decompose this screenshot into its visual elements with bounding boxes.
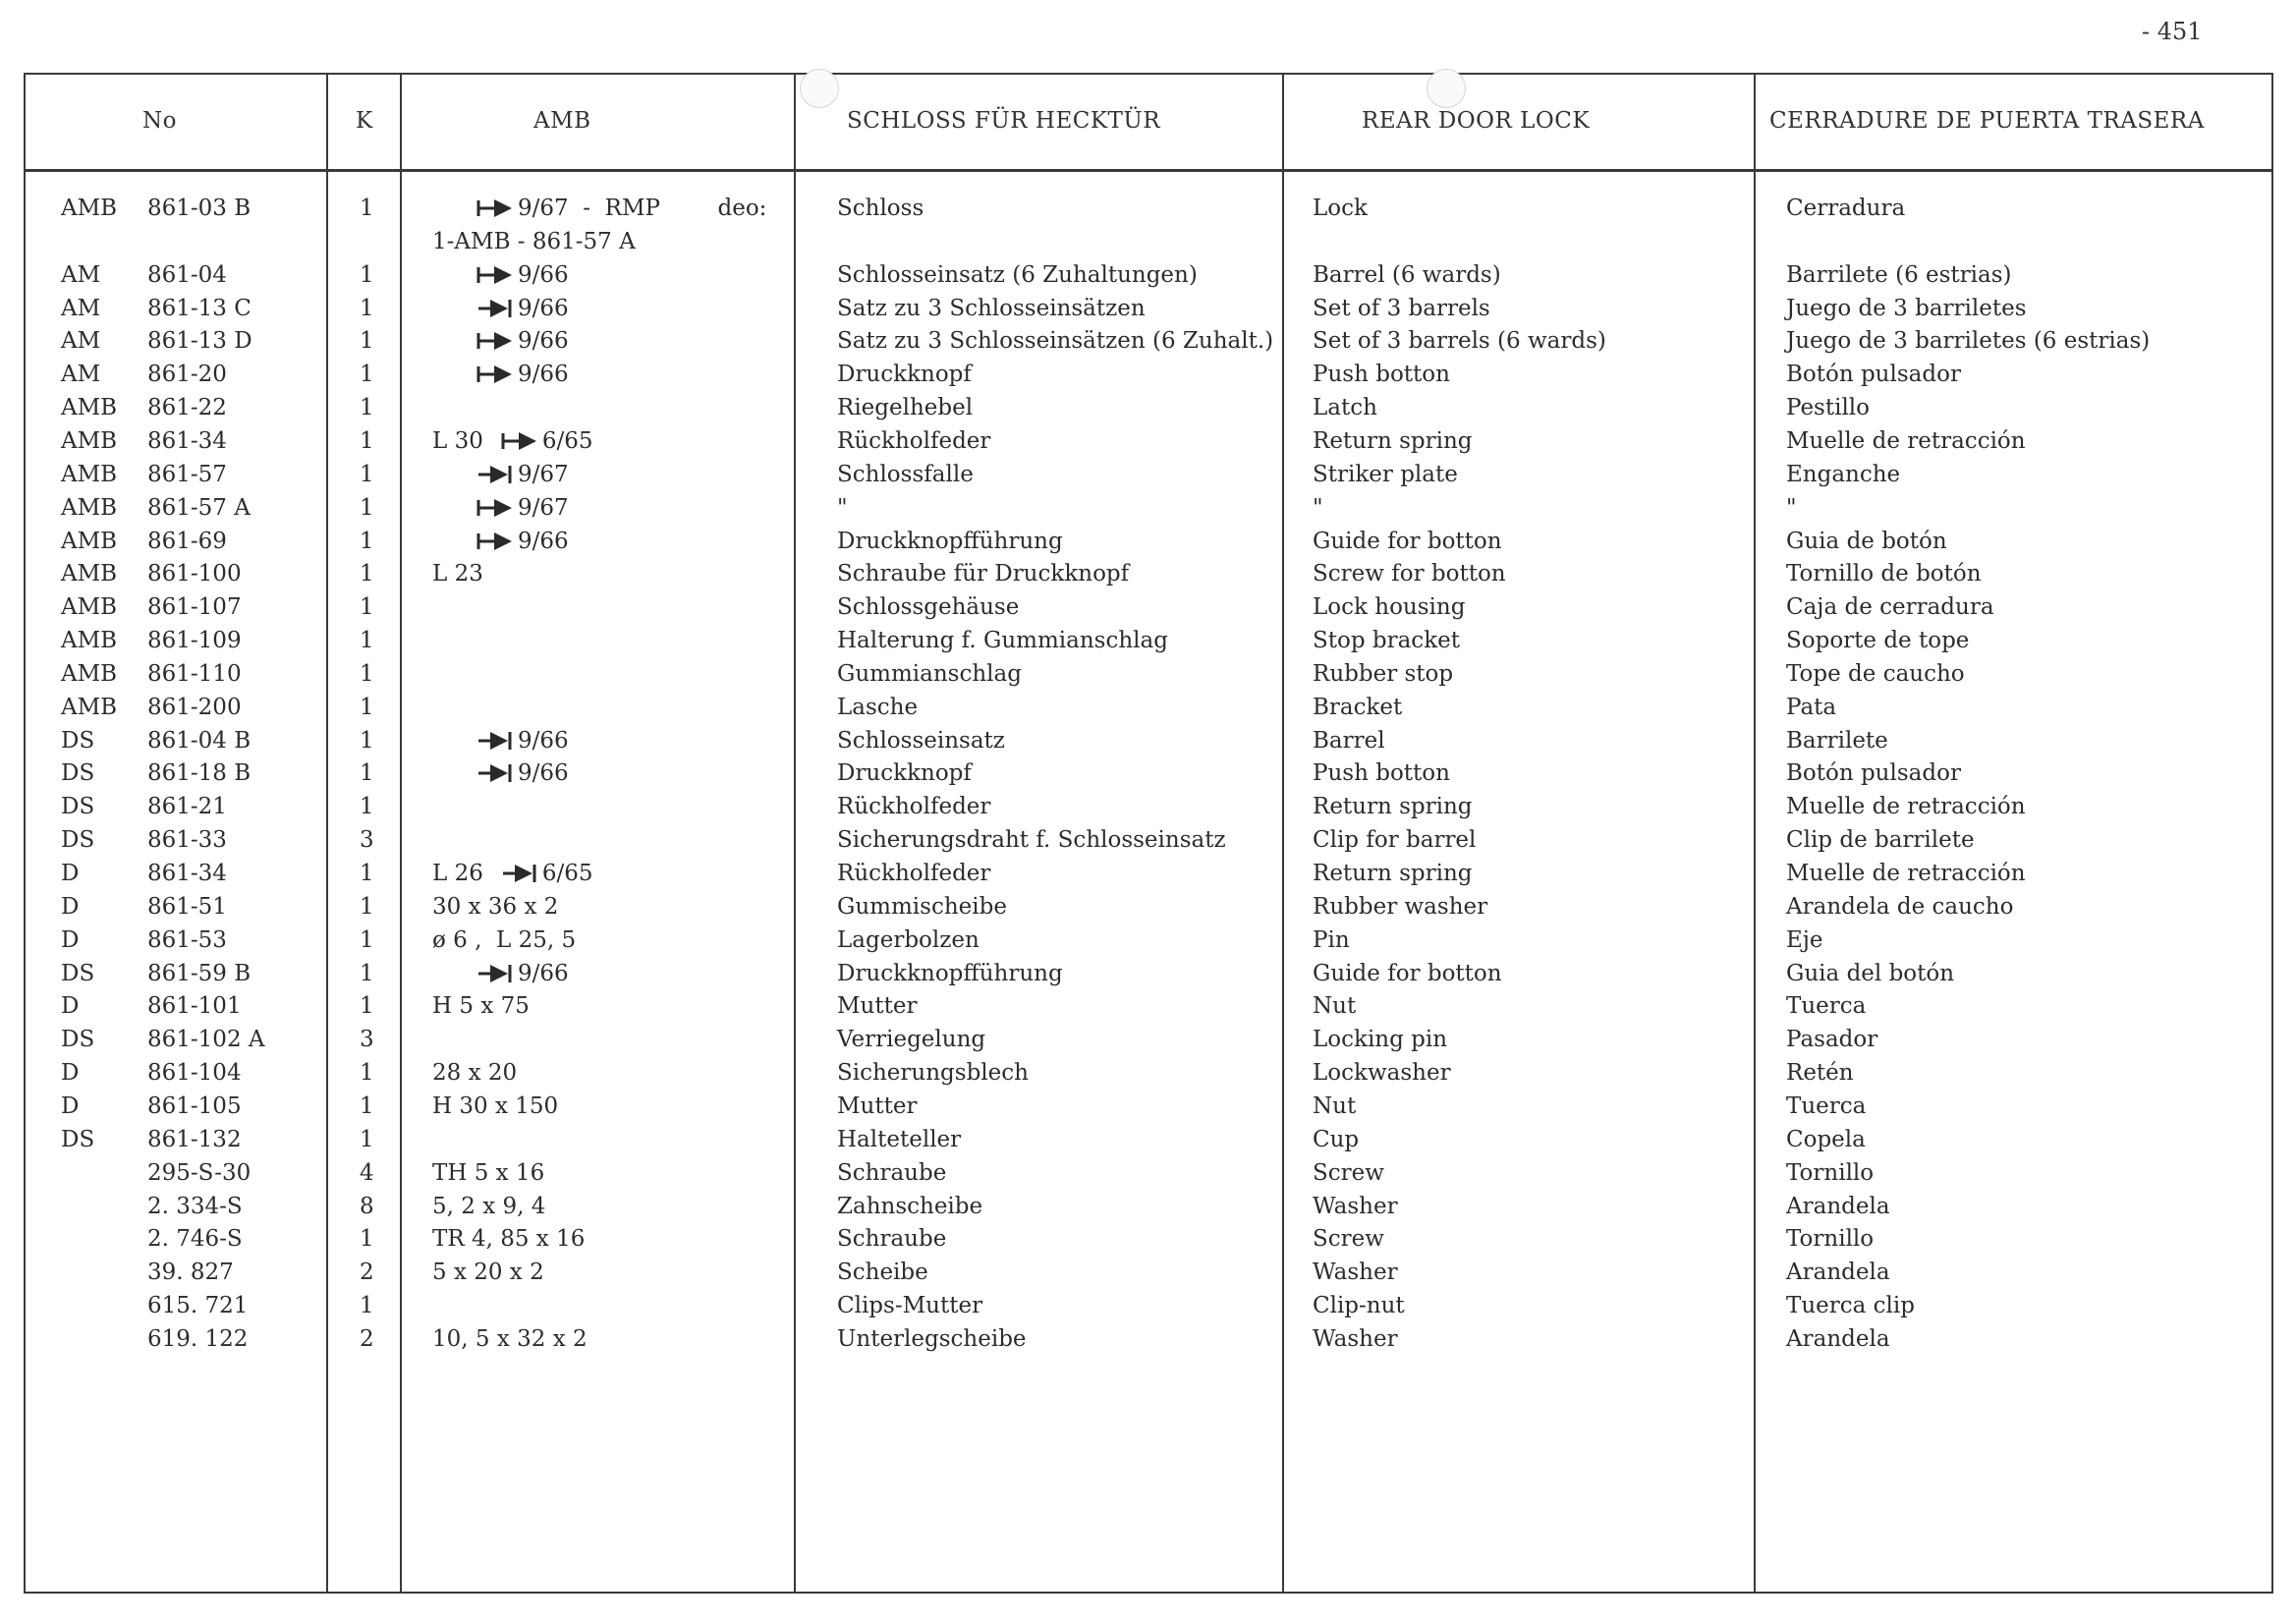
german-description-cell: Lasche	[837, 695, 919, 720]
amb-prefix-text: L 30	[432, 428, 483, 454]
english-description-cell: Latch	[1313, 395, 1377, 420]
part-number-cell: 861-59 B	[147, 961, 252, 986]
german-description-cell: Scheibe	[837, 1260, 928, 1285]
part-number-cell: 861-04	[147, 262, 227, 288]
amb-cell	[432, 1159, 544, 1187]
quantity-cell: 1	[360, 961, 374, 986]
spanish-description-cell: Clip de barrilete	[1786, 827, 1975, 853]
spanish-description-cell: Tope de caucho	[1786, 661, 1965, 687]
column-divider	[794, 73, 796, 1594]
english-description-cell: Push botton	[1313, 362, 1450, 387]
english-description-cell: Lock	[1313, 196, 1368, 221]
quantity-cell: 1	[360, 661, 374, 687]
prefix-cell: AMB	[61, 628, 118, 653]
english-description-cell: Guide for botton	[1313, 529, 1502, 554]
amb-text: 9/66	[518, 262, 569, 288]
german-description-cell: Sicherungsdraht f. Schlosseinsatz	[837, 827, 1226, 853]
german-description-cell: Sicherungsblech	[837, 1060, 1029, 1086]
amb-text: 9/66	[518, 760, 569, 786]
english-description-cell: Lockwasher	[1313, 1060, 1451, 1086]
spanish-description-cell: Pata	[1786, 695, 1837, 720]
part-number-cell: 861-20	[147, 362, 227, 387]
part-number-cell: 861-57	[147, 462, 227, 487]
quantity-cell: 1	[360, 993, 374, 1019]
german-description-cell: Mutter	[837, 1093, 918, 1119]
amb-cell	[432, 860, 593, 887]
english-description-cell: Lock housing	[1313, 594, 1466, 620]
amb-text: 5 x 20 x 2	[432, 1260, 544, 1285]
part-number-cell: 861-18 B	[147, 760, 252, 786]
end-arrow-icon	[476, 298, 514, 319]
quantity-cell: 3	[360, 827, 374, 853]
start-arrow-icon	[501, 430, 538, 452]
prefix-cell: AM	[61, 328, 101, 354]
german-description-cell: Unterlegscheibe	[837, 1326, 1027, 1352]
prefix-cell: AMB	[61, 428, 118, 454]
amb-cell	[432, 1092, 558, 1120]
german-description-cell: Gummianschlag	[837, 661, 1022, 687]
part-number-cell: 295-S-30	[147, 1160, 252, 1186]
german-description-cell: Schraube für Druckknopf	[837, 561, 1130, 587]
header-spanish: CERRADURE DE PUERTA TRASERA	[1769, 108, 2205, 134]
spanish-description-cell: Guia de botón	[1786, 529, 1947, 554]
part-number-cell: 861-132	[147, 1127, 242, 1152]
spanish-description-cell: Botón pulsador	[1786, 362, 1961, 387]
spanish-description-cell: "	[1786, 495, 1797, 521]
start-arrow-icon	[476, 364, 514, 385]
amb-cell	[432, 1325, 588, 1353]
english-description-cell: Return spring	[1313, 428, 1473, 454]
part-number-cell: 861-200	[147, 695, 242, 720]
part-number-cell: 861-34	[147, 428, 227, 454]
german-description-cell: Clips-Mutter	[837, 1293, 983, 1318]
amb-cell	[432, 1059, 517, 1087]
quantity-cell: 1	[360, 760, 374, 786]
amb-cell	[476, 528, 569, 555]
german-description-cell: Halterung f. Gummianschlag	[837, 628, 1168, 653]
english-description-cell: Screw for botton	[1313, 561, 1506, 587]
spanish-description-cell: Tuerca clip	[1786, 1293, 1915, 1318]
amb-cell	[476, 727, 569, 755]
quantity-cell: 1	[360, 728, 374, 754]
amb-cell	[476, 295, 569, 322]
amb-cell	[476, 361, 569, 388]
header-english: REAR DOOR LOCK	[1362, 108, 1591, 134]
quantity-cell: 1	[360, 927, 374, 953]
prefix-cell: DS	[61, 728, 95, 754]
german-description-cell: Schlosseinsatz	[837, 728, 1005, 754]
part-number-cell: 861-21	[147, 794, 227, 819]
part-number-cell: 615. 721	[147, 1293, 249, 1318]
part-number-cell: 861-69	[147, 529, 227, 554]
english-description-cell: Washer	[1313, 1326, 1398, 1352]
english-description-cell: Rubber stop	[1313, 661, 1454, 687]
start-arrow-icon	[476, 497, 514, 519]
quantity-cell: 1	[360, 1226, 374, 1252]
german-description-cell: Rückholfeder	[837, 428, 991, 454]
quantity-cell: 3	[360, 1027, 374, 1052]
english-description-cell: Return spring	[1313, 861, 1473, 886]
prefix-cell: DS	[61, 1127, 95, 1152]
prefix-cell: AM	[61, 362, 101, 387]
header-german: SCHLOSS FÜR HECKTÜR	[847, 108, 1161, 134]
spanish-description-cell: Juego de 3 barriletes	[1786, 296, 2027, 321]
amb-text: 5, 2 x 9, 4	[432, 1194, 546, 1219]
quantity-cell: 1	[360, 196, 374, 221]
spanish-description-cell: Pestillo	[1786, 395, 1871, 420]
part-number-cell: 861-110	[147, 661, 242, 687]
german-description-cell: Rückholfeder	[837, 861, 991, 886]
part-number-cell: 2. 334-S	[147, 1194, 243, 1219]
amb-cell	[432, 1225, 585, 1253]
part-number-cell: 861-22	[147, 395, 227, 420]
spanish-description-cell: Eje	[1786, 927, 1823, 953]
quantity-cell: 1	[360, 1060, 374, 1086]
spanish-description-cell: Tornillo	[1786, 1160, 1875, 1186]
spanish-description-cell: Pasador	[1786, 1027, 1878, 1052]
german-description-cell: Druckknopfführung	[837, 529, 1063, 554]
spanish-description-cell: Guia del botón	[1786, 961, 1955, 986]
end-arrow-icon	[476, 762, 514, 784]
quantity-cell: 1	[360, 594, 374, 620]
english-description-cell: "	[1313, 495, 1323, 521]
german-description-cell: Druckknopf	[837, 362, 972, 387]
part-number-cell: 861-03 B	[147, 196, 252, 221]
part-number-cell: 2. 746-S	[147, 1226, 243, 1252]
english-description-cell: Barrel	[1313, 728, 1385, 754]
amb-cell	[476, 461, 569, 488]
header-no: No	[142, 108, 177, 134]
english-description-cell: Stop bracket	[1313, 628, 1460, 653]
german-description-cell: Druckknopfführung	[837, 961, 1063, 986]
german-description-cell: Rückholfeder	[837, 794, 991, 819]
part-number-cell: 861-51	[147, 894, 227, 920]
prefix-cell: DS	[61, 760, 95, 786]
amb-prefix-text: L 26	[432, 861, 483, 886]
end-arrow-icon	[501, 863, 538, 884]
binder-hole	[1427, 69, 1466, 108]
quantity-cell: 1	[360, 894, 374, 920]
amb-cell	[432, 893, 558, 921]
amb-cell	[432, 992, 530, 1020]
column-divider	[400, 73, 402, 1594]
prefix-cell: AMB	[61, 695, 118, 720]
spanish-description-cell: Arandela	[1786, 1260, 1890, 1285]
english-description-cell: Striker plate	[1313, 462, 1458, 487]
german-description-cell: Satz zu 3 Schlosseinsätzen (6 Zuhalt.)	[837, 328, 1274, 354]
prefix-cell: AMB	[61, 196, 118, 221]
end-arrow-icon	[476, 730, 514, 752]
english-description-cell: Barrel (6 wards)	[1313, 262, 1501, 288]
spanish-description-cell: Soporte de tope	[1786, 628, 1970, 653]
german-description-cell: Schlossfalle	[837, 462, 974, 487]
spanish-description-cell: Retén	[1786, 1060, 1854, 1086]
spanish-description-cell: Tornillo de botón	[1786, 561, 1982, 587]
page-number: - 451	[2142, 18, 2203, 45]
amb-text: ø 6 , L 25, 5	[432, 927, 577, 953]
amb-text: 9/66	[518, 328, 569, 354]
spanish-description-cell: Cerradura	[1786, 196, 1906, 221]
prefix-cell: AM	[61, 262, 101, 288]
spanish-description-cell: Juego de 3 barriletes (6 estrias)	[1786, 328, 2151, 354]
english-description-cell: Guide for botton	[1313, 961, 1502, 986]
part-number-cell: 861-105	[147, 1093, 242, 1119]
part-number-cell: 861-102 A	[147, 1027, 265, 1052]
spanish-description-cell: Barrilete (6 estrias)	[1786, 262, 2012, 288]
amb-text: 9/67	[518, 462, 569, 487]
prefix-cell: DS	[61, 794, 95, 819]
amb-text: TH 5 x 16	[432, 1160, 545, 1186]
amb-text: H 5 x 75	[432, 993, 530, 1019]
german-description-cell: Schraube	[837, 1160, 947, 1186]
amb-cell	[432, 228, 636, 255]
part-number-cell: 861-13 C	[147, 296, 252, 321]
amb-cell	[476, 195, 766, 222]
header-amb: AMB	[533, 108, 591, 134]
amb-text: 9/66	[518, 961, 569, 986]
german-description-cell: Riegelhebel	[837, 395, 974, 420]
amb-text: H 30 x 150	[432, 1093, 559, 1119]
english-description-cell: Set of 3 barrels	[1313, 296, 1490, 321]
english-description-cell: Washer	[1313, 1194, 1398, 1219]
amb-text: TR 4, 85 x 16	[432, 1226, 586, 1252]
part-number-cell: 861-104	[147, 1060, 242, 1086]
prefix-cell: AMB	[61, 462, 118, 487]
english-description-cell: Return spring	[1313, 794, 1473, 819]
amb-text: 9/66	[518, 529, 569, 554]
part-number-cell: 861-13 D	[147, 328, 252, 354]
start-arrow-icon	[476, 330, 514, 352]
spanish-description-cell: Tuerca	[1786, 993, 1867, 1019]
prefix-cell: AMB	[61, 594, 118, 620]
quantity-cell: 1	[360, 262, 374, 288]
part-number-cell: 861-109	[147, 628, 242, 653]
german-description-cell: Schloss	[837, 196, 924, 221]
amb-cell	[432, 560, 483, 588]
prefix-cell: AMB	[61, 529, 118, 554]
column-divider	[1754, 73, 1756, 1594]
german-description-cell: Halteteller	[837, 1127, 962, 1152]
german-description-cell: Lagerbolzen	[837, 927, 980, 953]
start-arrow-icon	[476, 531, 514, 552]
spanish-description-cell: Arandela	[1786, 1194, 1890, 1219]
german-description-cell: "	[837, 495, 848, 521]
quantity-cell: 1	[360, 362, 374, 387]
binder-hole	[800, 69, 839, 108]
amb-text: 28 x 20	[432, 1060, 518, 1086]
start-arrow-icon	[476, 264, 514, 286]
amb-text: 6/65	[541, 428, 593, 454]
prefix-cell: D	[61, 894, 80, 920]
english-description-cell: Bracket	[1313, 695, 1403, 720]
spanish-description-cell: Copela	[1786, 1127, 1866, 1152]
quantity-cell: 4	[360, 1160, 374, 1186]
amb-cell	[476, 327, 569, 355]
part-number-cell: 861-57 A	[147, 495, 251, 521]
prefix-cell: AMB	[61, 561, 118, 587]
quantity-cell: 2	[360, 1326, 374, 1352]
quantity-cell: 1	[360, 462, 374, 487]
quantity-cell: 8	[360, 1194, 374, 1219]
prefix-cell: D	[61, 1093, 80, 1119]
prefix-cell: D	[61, 993, 80, 1019]
german-description-cell: Zahnscheibe	[837, 1194, 983, 1219]
spanish-description-cell: Tuerca	[1786, 1093, 1867, 1119]
spanish-description-cell: Caja de cerradura	[1786, 594, 1994, 620]
quantity-cell: 1	[360, 428, 374, 454]
quantity-cell: 1	[360, 1093, 374, 1119]
part-number-cell: 861-04 B	[147, 728, 252, 754]
quantity-cell: 1	[360, 1127, 374, 1152]
amb-cell	[432, 926, 576, 954]
amb-text: 6/65	[541, 861, 593, 886]
german-description-cell: Verriegelung	[837, 1027, 986, 1052]
german-description-cell: Satz zu 3 Schlosseinsätzen	[837, 296, 1146, 321]
english-description-cell: Locking pin	[1313, 1027, 1448, 1052]
prefix-cell: D	[61, 1060, 80, 1086]
amb-text: 9/66	[518, 296, 569, 321]
amb-text: 1-AMB - 861-57 A	[432, 229, 636, 254]
german-description-cell: Schlossgehäuse	[837, 594, 1020, 620]
amb-cell	[432, 1259, 544, 1286]
part-number-cell: 861-53	[147, 927, 227, 953]
spanish-description-cell: Arandela	[1786, 1326, 1890, 1352]
amb-text: 30 x 36 x 2	[432, 894, 559, 920]
spanish-description-cell: Muelle de retracción	[1786, 861, 2026, 886]
part-number-cell: 861-33	[147, 827, 227, 853]
start-arrow-icon	[476, 197, 514, 219]
spanish-description-cell: Arandela de caucho	[1786, 894, 2014, 920]
english-description-cell: Clip-nut	[1313, 1293, 1405, 1318]
german-description-cell: Schlosseinsatz (6 Zuhaltungen)	[837, 262, 1198, 288]
amb-cell	[476, 494, 569, 522]
prefix-cell: AMB	[61, 661, 118, 687]
quantity-cell: 1	[360, 695, 374, 720]
quantity-cell: 1	[360, 529, 374, 554]
quantity-cell: 1	[360, 794, 374, 819]
amb-text: 9/66	[518, 362, 569, 387]
amb-text: 10, 5 x 32 x 2	[432, 1326, 588, 1352]
spanish-description-cell: Enganche	[1786, 462, 1901, 487]
amb-text: 9/67	[518, 495, 569, 521]
prefix-cell: DS	[61, 1027, 95, 1052]
amb-text: 9/67 - RMP deo:	[518, 196, 767, 221]
prefix-cell: DS	[61, 961, 95, 986]
quantity-cell: 1	[360, 561, 374, 587]
english-description-cell: Nut	[1313, 993, 1357, 1019]
quantity-cell: 2	[360, 1260, 374, 1285]
prefix-cell: AM	[61, 296, 101, 321]
spanish-description-cell: Muelle de retracción	[1786, 794, 2026, 819]
amb-text: L 23	[432, 561, 483, 587]
quantity-cell: 1	[360, 395, 374, 420]
part-number-cell: 39. 827	[147, 1260, 234, 1285]
quantity-cell: 1	[360, 861, 374, 886]
part-number-cell: 861-107	[147, 594, 242, 620]
german-description-cell: Mutter	[837, 993, 918, 1019]
column-divider	[1282, 73, 1284, 1594]
header-k: K	[356, 108, 373, 134]
part-number-cell: 861-34	[147, 861, 227, 886]
english-description-cell: Rubber washer	[1313, 894, 1488, 920]
quantity-cell: 1	[360, 296, 374, 321]
end-arrow-icon	[476, 464, 514, 485]
amb-text: 9/66	[518, 728, 569, 754]
german-description-cell: Druckknopf	[837, 760, 972, 786]
english-description-cell: Screw	[1313, 1160, 1384, 1186]
english-description-cell: Pin	[1313, 927, 1350, 953]
spanish-description-cell: Tornillo	[1786, 1226, 1875, 1252]
english-description-cell: Cup	[1313, 1127, 1360, 1152]
quantity-cell: 1	[360, 1293, 374, 1318]
quantity-cell: 1	[360, 328, 374, 354]
english-description-cell: Screw	[1313, 1226, 1384, 1252]
spanish-description-cell: Botón pulsador	[1786, 760, 1961, 786]
amb-cell	[476, 759, 569, 787]
english-description-cell: Nut	[1313, 1093, 1357, 1119]
german-description-cell: Schraube	[837, 1226, 947, 1252]
header-divider	[24, 169, 2273, 172]
prefix-cell: AMB	[61, 495, 118, 521]
amb-cell	[476, 261, 569, 289]
quantity-cell: 1	[360, 495, 374, 521]
spanish-description-cell: Muelle de retracción	[1786, 428, 2026, 454]
english-description-cell: Set of 3 barrels (6 wards)	[1313, 328, 1606, 354]
prefix-cell: DS	[61, 827, 95, 853]
prefix-cell: D	[61, 861, 80, 886]
column-divider	[326, 73, 328, 1594]
amb-cell	[476, 960, 569, 987]
amb-cell	[432, 427, 593, 455]
english-description-cell: Washer	[1313, 1260, 1398, 1285]
part-number-cell: 861-100	[147, 561, 242, 587]
part-number-cell: 861-101	[147, 993, 242, 1019]
english-description-cell: Push botton	[1313, 760, 1450, 786]
prefix-cell: AMB	[61, 395, 118, 420]
amb-cell	[432, 1193, 545, 1220]
spanish-description-cell: Barrilete	[1786, 728, 1888, 754]
end-arrow-icon	[476, 963, 514, 984]
part-number-cell: 619. 122	[147, 1326, 249, 1352]
english-description-cell: Clip for barrel	[1313, 827, 1477, 853]
prefix-cell: D	[61, 927, 80, 953]
german-description-cell: Gummischeibe	[837, 894, 1007, 920]
quantity-cell: 1	[360, 628, 374, 653]
